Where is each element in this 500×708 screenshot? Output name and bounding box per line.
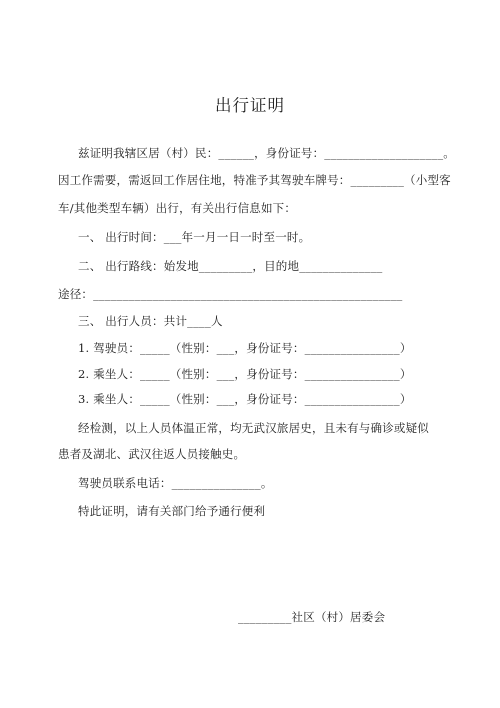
closing-line: 特此证明，请有关部门给予通行便利: [78, 504, 266, 518]
document-title: 出行证明: [215, 96, 285, 115]
passenger-line-2: 3. 乘坐人：_____（性别：___，身份证号：________________）: [78, 392, 412, 406]
passenger-line-1: 2. 乘坐人：_____（性别：___，身份证号：________________）: [78, 367, 412, 381]
driver-phone-line: 驾驶员联系电话：_______________。: [78, 476, 273, 490]
travel-time-line: 一、 出行时间：___年一月一日一时至一时。: [78, 230, 311, 244]
contact-history-line: 患者及湖北、武汉往返人员接触史。: [58, 447, 246, 461]
travel-route-line: 二、 出行路线：始发地_________，目的地______________: [78, 259, 383, 273]
driver-line: 1. 驾驶员：_____（性别：___，身份证号：________________）: [78, 341, 412, 355]
declaration-line: 兹证明我辖区居（村）民：______，身份证号：____________________。: [78, 146, 455, 160]
health-statement-line: 经检测，以上人员体温正常，均无武汉旅居史，且未有与确诊或疑似: [78, 421, 429, 435]
purpose-line: 因工作需要，需返回工作居住地，特准予其驾驶车牌号：_________（小型客: [58, 173, 451, 187]
signature-line: _________社区（村）居委会: [238, 610, 386, 624]
vehicle-type-line: 车/其他类型车辆）出行，有关出行信息如下：: [58, 201, 297, 215]
travelers-count-line: 三、 出行人员：共计____人: [78, 314, 223, 328]
route-via-line: 途径：____________________________________________________: [58, 287, 403, 301]
